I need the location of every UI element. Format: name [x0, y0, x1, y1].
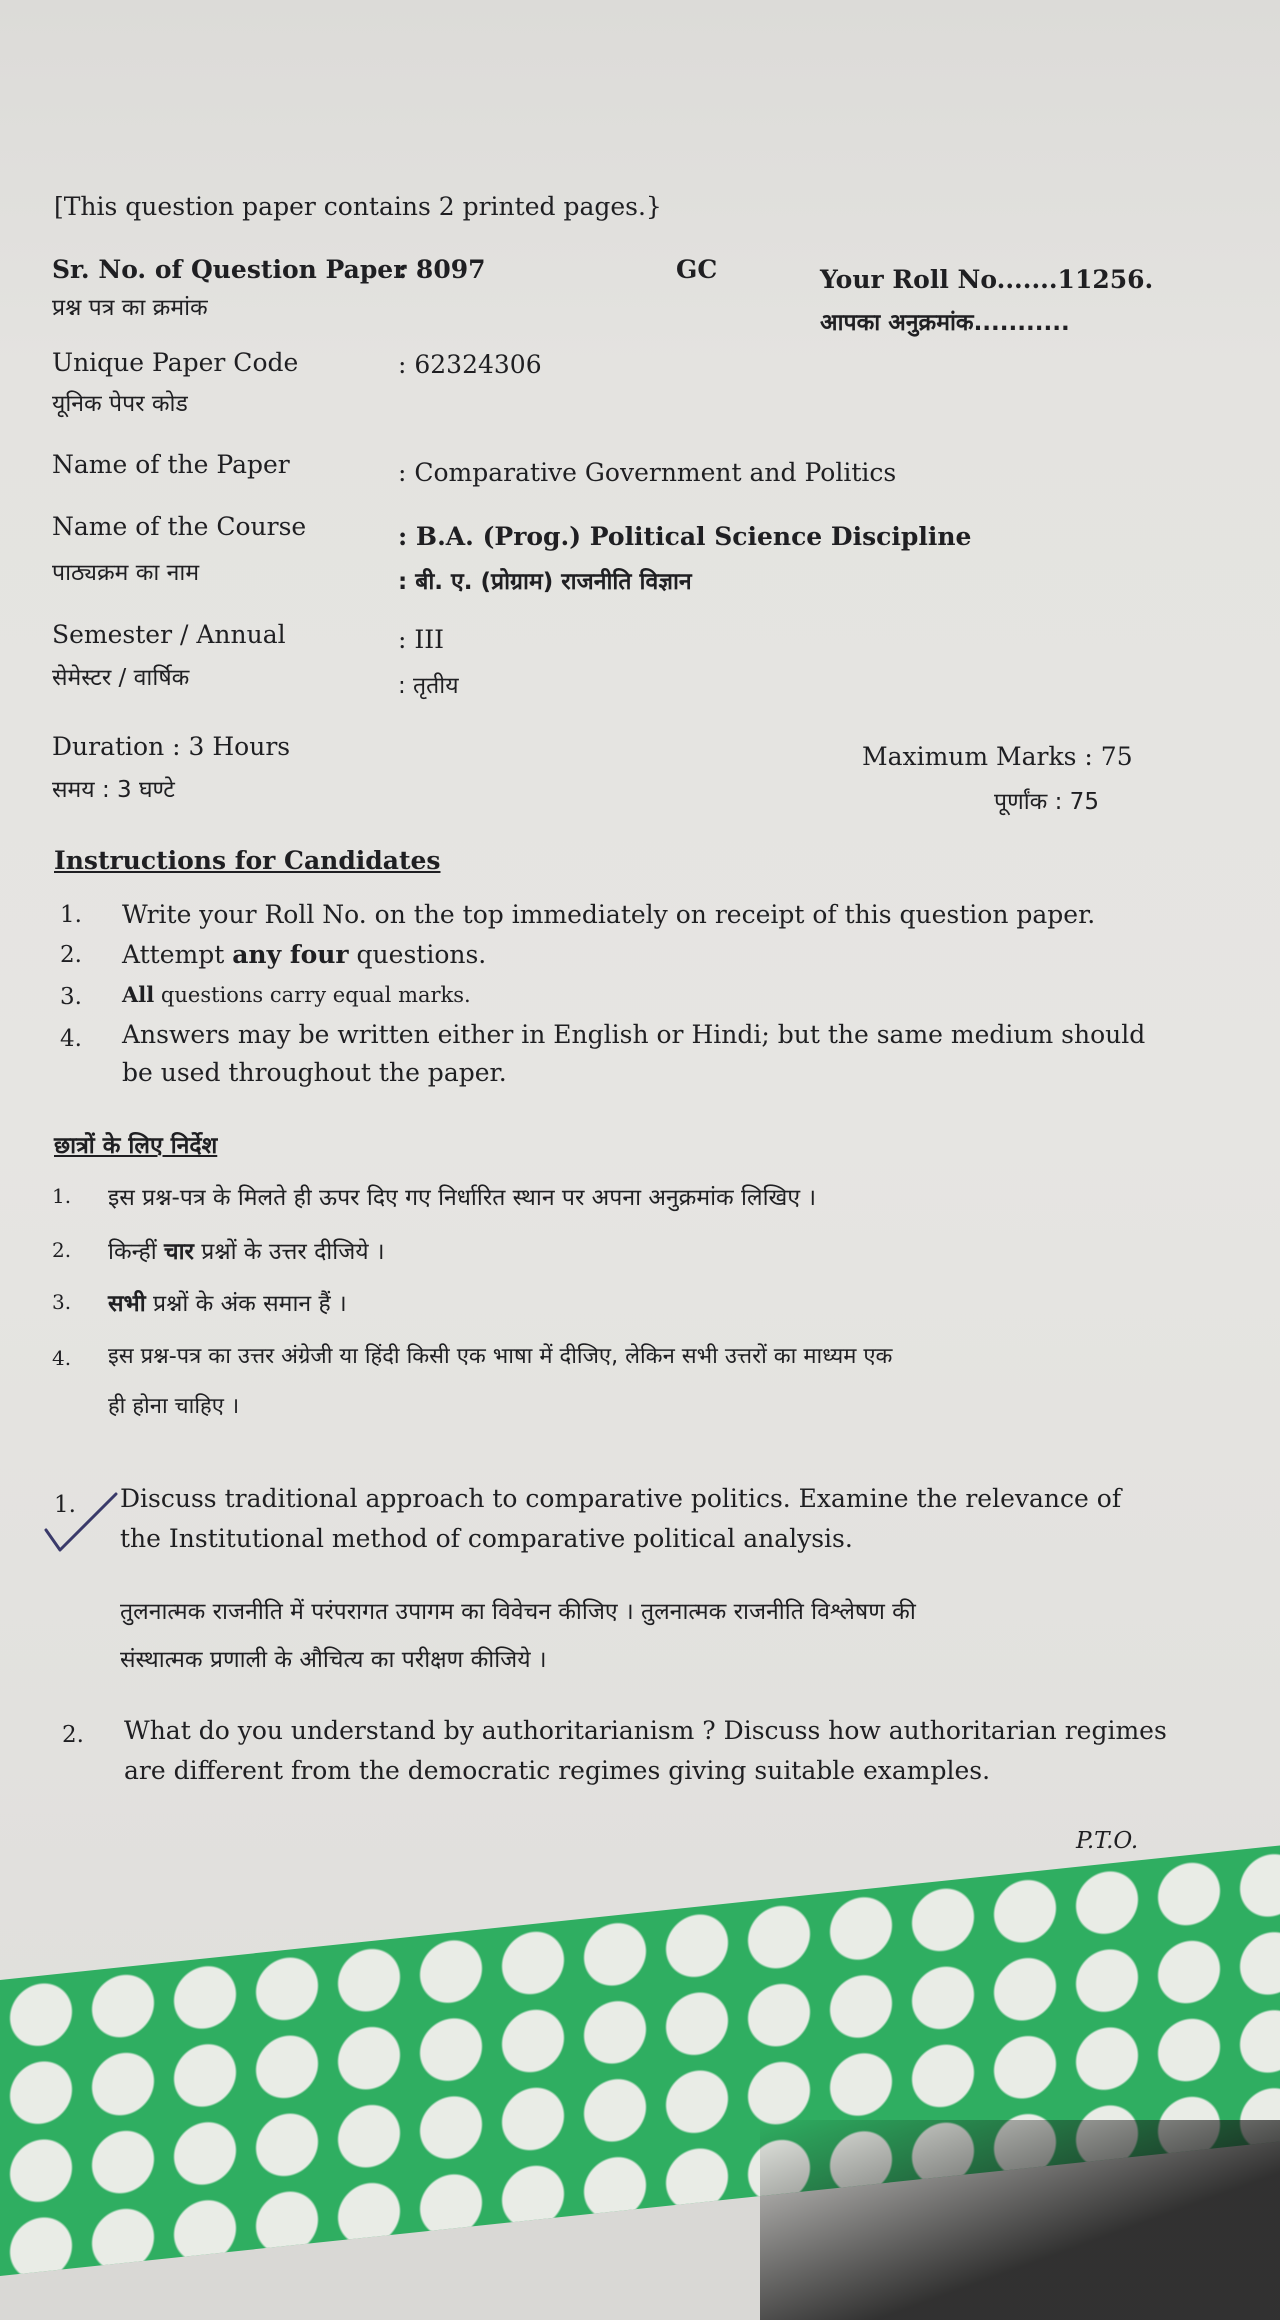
instruction-item: All questions carry equal marks.	[122, 982, 471, 1007]
question-number: 2.	[62, 1722, 84, 1748]
instruction-number: 1.	[60, 902, 82, 928]
course-label-hindi: पाठ्यक्रम का नाम	[52, 560, 200, 586]
instruction-number: 2.	[60, 942, 82, 968]
question-2-text: What do you understand by authoritarianism ? Discuss how authoritarian regimes	[124, 1716, 1167, 1745]
instruction-item: Attempt any four questions.	[122, 940, 487, 969]
shadow-overlay	[760, 2120, 1280, 2320]
sr-no-value: : 8097	[398, 255, 486, 284]
upc-label-hindi: यूनिक पेपर कोड	[52, 391, 188, 417]
course-label: Name of the Course	[52, 512, 307, 541]
semester-label: Semester / Annual	[52, 620, 286, 649]
upc-label: Unique Paper Code	[52, 348, 299, 377]
sr-no-label: Sr. No. of Question Paper	[52, 255, 407, 284]
instructions-title: Instructions for Candidates	[54, 846, 441, 875]
gc-code: GC	[676, 255, 718, 284]
question-2-text-cont: are different from the democratic regimes giving suitable examples.	[124, 1756, 991, 1785]
instruction-number-hindi: 4.	[52, 1346, 72, 1370]
question-1-hindi: तुलनात्मक राजनीति में परंपरागत उपागम का विवेचन कीजिए । तुलनात्मक राजनीति विश्लेषण की	[120, 1599, 916, 1625]
max-marks-label: Maximum Marks : 75	[862, 742, 1133, 771]
duration-label-hindi: समय : 3 घण्टे	[52, 777, 175, 803]
instruction-item-hindi: सभी प्रश्नों के अंक समान हैं ।	[108, 1291, 347, 1317]
instruction-number-hindi: 1.	[52, 1184, 72, 1208]
paper-name-value: : Comparative Government and Politics	[398, 458, 897, 487]
question-1-text: Discuss traditional approach to comparative politics. Examine the relevance of	[120, 1484, 1122, 1513]
pto-label: P.T.O.	[1076, 1828, 1139, 1854]
question-number: 1.	[54, 1492, 76, 1518]
instruction-item: Answers may be written either in English or Hindi; but the same medium should	[122, 1020, 1146, 1049]
paper-name-label: Name of the Paper	[52, 450, 290, 479]
instruction-number: 4.	[60, 1026, 82, 1052]
instruction-number: 3.	[60, 984, 82, 1010]
instruction-item: Write your Roll No. on the top immediately on receipt of this question paper.	[122, 900, 1096, 929]
max-marks-label-hindi: पूर्णांक : 75	[994, 789, 1099, 815]
instruction-item-hindi-cont: ही होना चाहिए ।	[108, 1394, 240, 1419]
instructions-title-hindi: छात्रों के लिए निर्देश	[54, 1133, 218, 1159]
semester-value-hindi: : तृतीय	[398, 673, 459, 699]
sr-no-label-hindi: प्रश्न पत्र का क्रमांक	[52, 295, 208, 321]
instruction-item-hindi: इस प्रश्न-पत्र का उत्तर अंग्रेजी या हिंदी किसी एक भाषा में दीजिए, लेकिन सभी उत्तरों का माध्यम एक	[108, 1344, 893, 1369]
duration-label: Duration : 3 Hours	[52, 732, 291, 761]
instruction-number-hindi: 3.	[52, 1290, 72, 1314]
upc-value: : 62324306	[398, 350, 542, 379]
instruction-item-hindi: किन्हीं चार प्रश्नों के उत्तर दीजिये ।	[108, 1239, 385, 1265]
course-value-hindi: : बी. ए. (प्रोग्राम) राजनीति विज्ञान	[398, 569, 692, 595]
semester-label-hindi: सेमेस्टर / वार्षिक	[52, 665, 190, 691]
semester-value: : III	[398, 625, 444, 654]
instruction-item-hindi: इस प्रश्न-पत्र के मिलते ही ऊपर दिए गए निर्धारित स्थान पर अपना अनुक्रमांक लिखिए ।	[108, 1185, 817, 1211]
roll-no-label-hindi: आपका अनुक्रमांक...........	[820, 310, 1070, 336]
header-note: [This question paper contains 2 printed pages.}	[54, 192, 662, 221]
instruction-item-cont: be used throughout the paper.	[122, 1058, 507, 1087]
instruction-number-hindi: 2.	[52, 1238, 72, 1262]
course-value: : B.A. (Prog.) Political Science Discipline	[398, 522, 972, 551]
roll-no-label: Your Roll No.......11256.	[820, 265, 1154, 294]
question-1-hindi-cont: संस्थात्मक प्रणाली के औचित्य का परीक्षण कीजिये ।	[120, 1647, 547, 1673]
question-1-text-cont: the Institutional method of comparative political analysis.	[120, 1524, 853, 1553]
